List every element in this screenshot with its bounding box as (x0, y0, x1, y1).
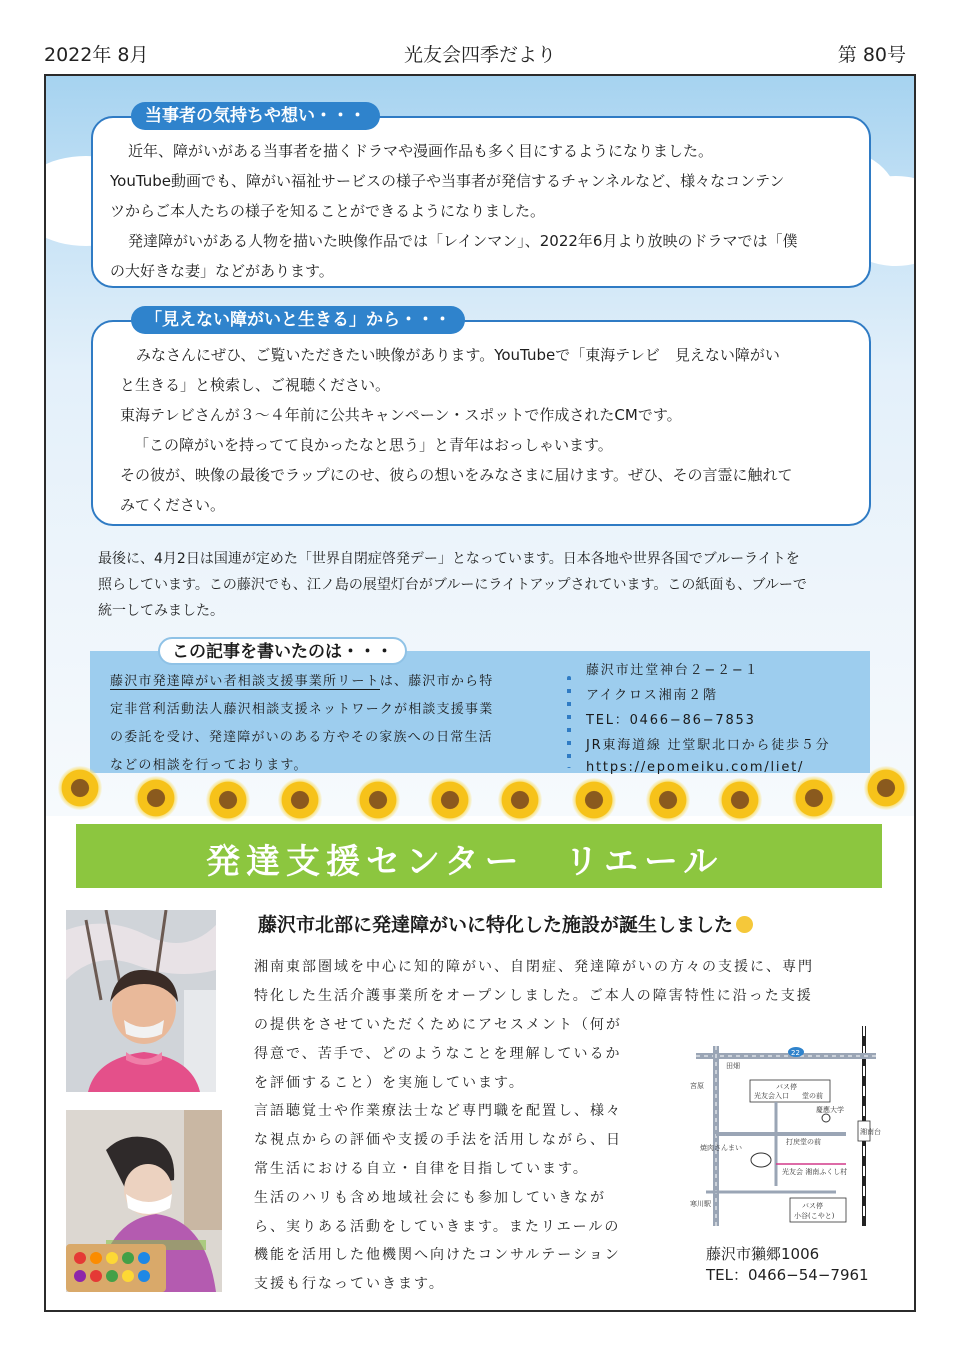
section-invisible-line: みなさんにぜひ、ご覧いただきたい映像があります。YouTubeで「東海テレビ 見えない障がい (136, 346, 780, 364)
author-desc-line: の委託を受け、発達障がいのある方やその家族への日常生活 (110, 730, 493, 745)
center-body-line: の提供をさせていただくためにアセスメント（何が (254, 1017, 622, 1033)
map-label: 光友会入口 (754, 1092, 789, 1100)
map-label: 湘南台 (860, 1128, 881, 1136)
sunflower-icon (278, 778, 322, 822)
section-feelings-line: の大好きな妻」などがあります。 (110, 262, 334, 280)
map-label: 宮原 (690, 1082, 704, 1090)
map-route-number: 22 (791, 1049, 800, 1057)
center-tel: TEL：0466−54−7961 (706, 1266, 869, 1284)
author-desc-line (110, 670, 493, 689)
map-label: 慶應大学 (816, 1106, 844, 1114)
closing-line: 最後に、4月2日は国連が定めた「世界自閉症啓発デー」となっています。日本各地や世界各国でブルーライトを (98, 551, 800, 567)
center-body-line: 言語聴覚士や作業療法士など専門職を配置し、様々 (254, 1103, 622, 1119)
sunflower-icon (58, 766, 102, 810)
author-desc-rest: は、藤沢市から特 (379, 674, 494, 689)
sunflower-icon (356, 778, 400, 822)
photo-child-puzzle (66, 1110, 222, 1292)
map-label: 光友会 湘南ふくし村 (782, 1168, 848, 1176)
section-invisible-heading: 「見えない障がいと生きる」から・・・ (131, 306, 465, 334)
sunflower-icon (572, 778, 616, 822)
newsletter-title: 光友会四季だより (403, 44, 556, 66)
center-body-line: 生活のハリも含め地域社会にも参加していきなが (254, 1190, 606, 1206)
sunflower-icon (718, 778, 762, 822)
closing-paragraph (98, 546, 878, 624)
center-banner-title: 発達支援センター リエール (206, 842, 724, 882)
center-banner (76, 824, 882, 888)
sunflower-icon (498, 778, 542, 822)
section-feelings-line: ツからご本人たちの様子を知ることができるようになりました。 (110, 202, 546, 220)
closing-line: 統一してみました。 (98, 603, 224, 619)
center-body-line: 機能を活用した他機関へ向けたコンサルテーション (254, 1247, 621, 1263)
center-body-line: 特化した生活介護事業所をオープンしました。ご本人の障害特性に沿った支援 (254, 988, 813, 1004)
section-invisible-line: 「この障がいを持ってて良かったなと思う」と青年はおっしゃいます。 (134, 436, 613, 454)
map-label: 堂の前 (802, 1092, 823, 1100)
smile-icon (736, 916, 753, 933)
contact-url[interactable]: https://epomeiku.com/liet/ (586, 760, 805, 775)
author-desc-line: 定非営利活動法人藤沢相談支援ネットワークが相談支援事業 (110, 702, 494, 717)
access-map (686, 1026, 886, 1236)
center-body-line: 得意で、苦手で、どのようなことを理解しているか (254, 1046, 622, 1062)
center-body-line: ら、実りある活動をしていきます。またリエールの (254, 1219, 621, 1235)
section-feelings-line: 発達障がいがある人物を描いた映像作品では「レインマン」、2022年6月より放映のドラマでは「僕 (128, 232, 798, 250)
section-feelings-heading: 当事者の気持ちや想い・・・ (131, 102, 380, 130)
page-frame (44, 74, 916, 1312)
center-body-line: 湘南東部圏域を中心に知的障がい、自閉症、発達障がいの方々の支援に、専門 (254, 959, 814, 975)
map-label: 田畑 (726, 1062, 740, 1070)
contact-tel: TEL：0466−86−7853 (586, 713, 756, 728)
sunflower-icon (134, 776, 178, 820)
sunflower-icon (646, 778, 690, 822)
center-headline-text: 藤沢市北部に発達障がいに特化した施設が誕生しました (258, 914, 734, 936)
closing-line: 照らしています。この藤沢でも、江ノ島の展望灯台がブルーにライトアップされています。この紙面も、ブルーで (98, 577, 807, 593)
contact-address: 藤沢市辻堂神台２−２−１ (586, 663, 760, 678)
center-body-line: 支援も行なっていきます。 (254, 1276, 445, 1292)
contact-access: JR東海道線 辻堂駅北口から徒歩５分 (586, 738, 831, 753)
map-label: 小谷(こやと) (794, 1212, 835, 1220)
sunflower-icon (792, 776, 836, 820)
center-headline (258, 910, 753, 937)
issue-date: 2022年 8月 (44, 44, 149, 66)
map-label: バス停 (802, 1202, 823, 1210)
map-label: 焼肉さんまい (700, 1144, 742, 1152)
contact-building: アイクロス湘南２階 (586, 688, 718, 703)
section-feelings-line: 近年、障がいがある当事者を描くドラマや漫画作品も多く目にするようになりました。 (128, 142, 714, 160)
sunflower-icon (206, 778, 250, 822)
section-invisible-line: みてください。 (120, 496, 226, 514)
author-heading: この記事を書いたのは・・・ (158, 637, 407, 665)
section-invisible-line: と生きる」と検索し、ご視聴ください。 (120, 376, 391, 394)
author-desc-line: などの相談を行っております。 (110, 758, 308, 773)
center-body-line: な視点からの評価や支援の手法を活用しながら、日 (254, 1132, 622, 1148)
center-address: 藤沢市獺郷1006 (706, 1245, 820, 1263)
map-label: バス停 (776, 1083, 797, 1091)
section-feelings-line: YouTube動画でも、障がい福祉サービスの様子や当事者が発信するチャンネルなど、様々なコンテン (110, 172, 785, 190)
center-body-line: を評価すること）を実施しています。 (254, 1075, 525, 1091)
org-name: 藤沢市発達障がい者相談支援事業所リート (110, 674, 380, 689)
photo-person-cherry-blossom (66, 910, 216, 1092)
center-body-line: 常生活における自立・自律を目指しています。 (254, 1161, 589, 1177)
sunflower-icon (864, 766, 908, 810)
map-label: 打戻堂の前 (786, 1138, 821, 1146)
dot-divider (567, 676, 571, 768)
section-invisible-line: 東海テレビさんが３～４年前に公共キャンペーン・スポットで作成されたCMです。 (120, 406, 682, 424)
issue-number: 第 80号 (837, 44, 906, 66)
map-label: 寒川駅 (690, 1200, 711, 1208)
sunflower-icon (428, 778, 472, 822)
section-invisible-line: その彼が、映像の最後でラップにのせ、彼らの想いをみなさまに届けます。ぜひ、その言霊に触れて (120, 466, 793, 484)
